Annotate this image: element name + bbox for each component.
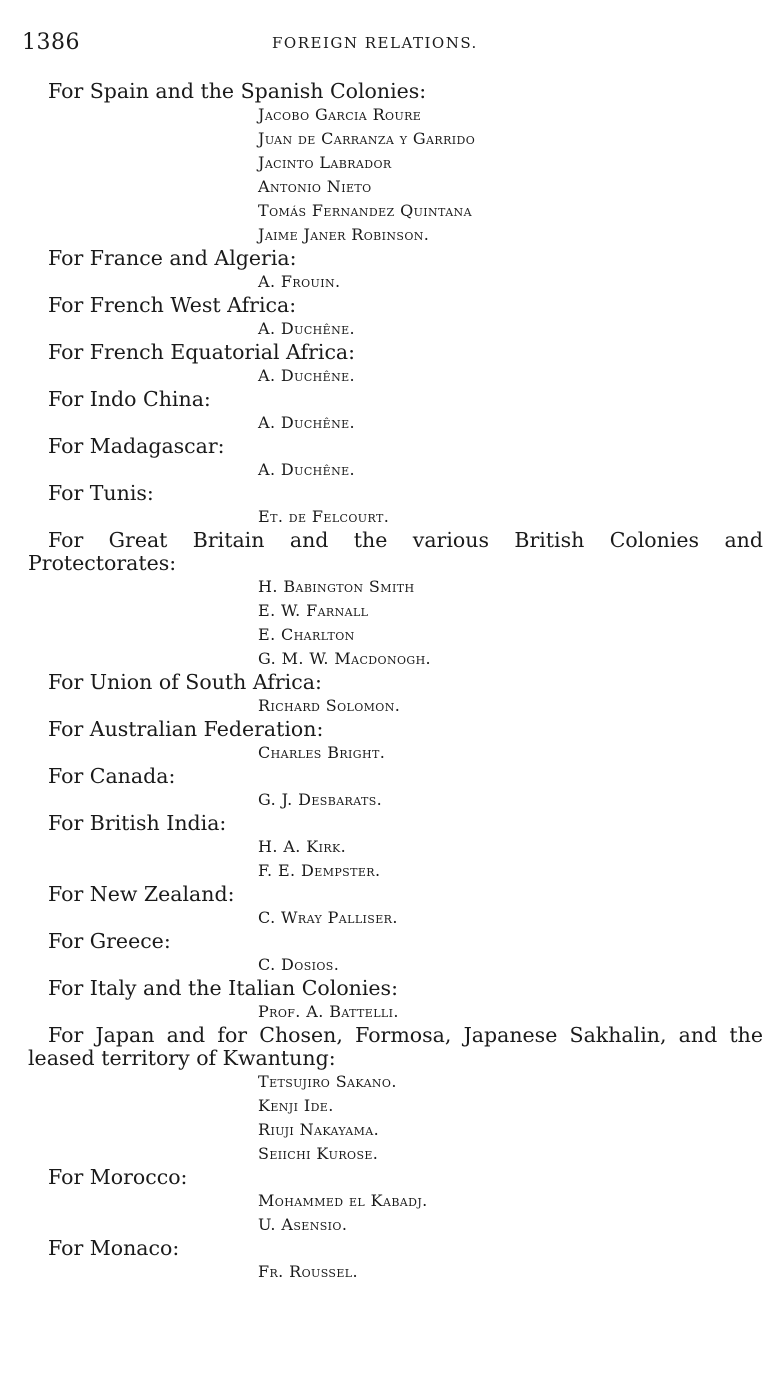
signatory-entry <box>28 247 763 294</box>
delegate-name: Juan de Carranza y Garrido <box>258 129 476 148</box>
country-heading: For Morocco: <box>48 1165 188 1189</box>
signatory-entry <box>28 812 763 883</box>
delegate-name: Prof. A. Battelli. <box>258 1002 399 1021</box>
delegate-list <box>28 906 763 930</box>
delegate-name: E. Charlton <box>258 625 355 644</box>
delegate-name: F. E. Dempster. <box>258 861 381 880</box>
delegate-name: E. W. Farnall <box>258 601 369 620</box>
delegate-name: Tomás Fernandez Quintana <box>258 201 472 220</box>
country-heading: For Madagascar: <box>48 434 225 458</box>
country-heading: For Greece: <box>48 929 171 953</box>
signatory-entry <box>28 1237 763 1284</box>
signatory-entry <box>28 671 763 718</box>
delegate-list <box>28 270 763 294</box>
delegate-name: U. Asensio. <box>258 1215 348 1234</box>
signatory-entry <box>28 529 763 671</box>
country-heading: For Union of South Africa: <box>48 670 322 694</box>
country-heading: For Great Britain and the various British Colonies and Protectorates: <box>28 528 763 575</box>
signatory-entry <box>28 482 763 529</box>
country-heading: For French Equatorial Africa: <box>48 340 356 364</box>
delegate-name: Seiichi Kurose. <box>258 1144 379 1163</box>
page-number: 1386 <box>22 30 80 55</box>
signatory-entry <box>28 1166 763 1237</box>
delegate-name: Jaime Janer Robinson. <box>258 225 430 244</box>
delegate-list <box>28 458 763 482</box>
delegate-list <box>28 1260 763 1284</box>
signatory-entry <box>28 435 763 482</box>
delegate-list <box>28 835 763 883</box>
country-heading: For Italy and the Italian Colonies: <box>48 976 398 1000</box>
delegate-name: G. M. W. Macdonogh. <box>258 649 432 668</box>
page-header <box>22 30 762 60</box>
delegate-name: A. Frouin. <box>258 272 341 291</box>
delegate-list <box>28 788 763 812</box>
signatory-entry <box>28 883 763 930</box>
signatory-entry <box>28 765 763 812</box>
delegate-name: Jacinto Labrador <box>258 153 392 172</box>
delegate-name: Fr. Roussel. <box>258 1262 358 1281</box>
running-head: FOREIGN RELATIONS. <box>272 34 478 52</box>
delegate-name: A. Duchêne. <box>258 366 356 385</box>
country-heading: For France and Algeria: <box>48 246 297 270</box>
country-heading: For Japan and for Chosen, Formosa, Japanese Sakhalin, and the leased territory of Kwantung: <box>28 1023 763 1070</box>
signatory-entry <box>28 341 763 388</box>
signatory-entry <box>28 718 763 765</box>
delegate-name: Et. de Felcourt. <box>258 507 390 526</box>
delegate-name: Antonio Nieto <box>258 177 372 196</box>
delegate-name: Richard Solomon. <box>258 696 401 715</box>
delegate-name: H. Babington Smith <box>258 577 415 596</box>
delegate-name: C. Wray Palliser. <box>258 908 398 927</box>
delegate-list <box>28 1000 763 1024</box>
delegate-list <box>28 1070 763 1166</box>
delegate-list <box>28 103 763 247</box>
country-heading: For British India: <box>48 811 227 835</box>
signatory-entry <box>28 294 763 341</box>
signatory-entry <box>28 977 763 1024</box>
delegate-list <box>28 317 763 341</box>
delegate-name: H. A. Kirk. <box>258 837 347 856</box>
delegate-name: Mohammed el Kabadj. <box>258 1191 428 1210</box>
country-heading: For Australian Federation: <box>48 717 324 741</box>
country-heading: For Canada: <box>48 764 176 788</box>
signatory-entry <box>28 80 763 247</box>
delegate-name: A. Duchêne. <box>258 460 356 479</box>
delegate-name: C. Dosios. <box>258 955 340 974</box>
delegate-name: A. Duchêne. <box>258 319 356 338</box>
signatory-entry <box>28 388 763 435</box>
delegate-list <box>28 364 763 388</box>
delegate-name: Riuji Nakayama. <box>258 1120 380 1139</box>
delegate-list <box>28 505 763 529</box>
delegate-name: G. J. Desbarats. <box>258 790 383 809</box>
country-heading: For Spain and the Spanish Colonies: <box>48 79 427 103</box>
country-heading: For Tunis: <box>48 481 154 505</box>
delegate-name: Jacobo Garcia Roure <box>258 105 422 124</box>
delegate-name: Kenji Ide. <box>258 1096 334 1115</box>
signatory-entry <box>28 1024 763 1166</box>
delegate-list <box>28 741 763 765</box>
delegate-list <box>28 1189 763 1237</box>
country-heading: For French West Africa: <box>48 293 297 317</box>
signatories-list <box>28 80 763 1284</box>
country-heading: For New Zealand: <box>48 882 235 906</box>
delegate-list <box>28 575 763 671</box>
delegate-list <box>28 694 763 718</box>
country-heading: For Indo China: <box>48 387 211 411</box>
delegate-name: Charles Bright. <box>258 743 386 762</box>
delegate-name: A. Duchêne. <box>258 413 356 432</box>
delegate-list <box>28 953 763 977</box>
delegate-name: Tetsujiro Sakano. <box>258 1072 397 1091</box>
delegate-list <box>28 411 763 435</box>
country-heading: For Monaco: <box>48 1236 180 1260</box>
signatory-entry <box>28 930 763 977</box>
